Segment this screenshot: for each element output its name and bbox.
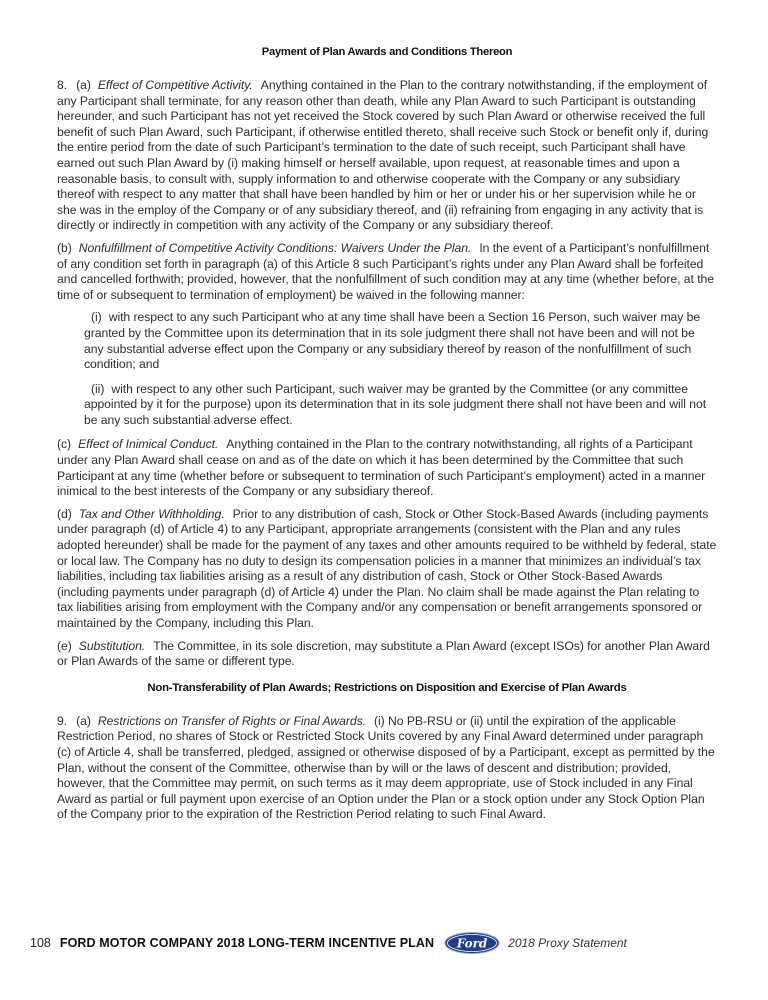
paragraph-label: (e): [57, 638, 72, 653]
paragraph-9a: [57, 714, 717, 823]
paragraph-8c: [57, 437, 717, 499]
paragraph-text: Anything contained in the Plan to the contrary notwithstanding, all rights of a Participant under any Plan Award shall cease on and as of the date on which it has been determined by the Committee that such Participant at any time (whether before or subsequent to termination of such Participant’s employment) acted in a manner inimical to the best interests of the Company or any subsidiary thereof.: [57, 437, 706, 499]
paragraph-8a: [57, 78, 717, 234]
paragraph-title: Effect of Competitive Activity.: [97, 78, 253, 92]
subparagraph-8b-i: [57, 310, 717, 372]
paragraph-8d: [57, 507, 717, 632]
paragraph-title: Tax and Other Withholding.: [78, 506, 225, 521]
subparagraph-text: with respect to any such Participant who at any time shall have been a Section 16 Person, such waiver may be granted by the Committee upon its determination that in its sole judgment there shall not have been and will not be any substantial adverse effect upon the Company or any subsidiary thereof by reason of the nonfulfillment of such condition; and: [84, 310, 701, 372]
section-heading-non-transferability: Non-Transferability of Plan Awards; Restrictions on Disposition and Exercise of Plan Awards: [147, 681, 627, 694]
section-heading-payment: Payment of Plan Awards and Conditions Thereon: [261, 46, 513, 58]
ford-oval-logo-icon: [444, 932, 500, 954]
paragraph-text: In the event of a Participant’s nonfulfillment of any condition set forth in paragraph (a) of this Article 8 such Participant’s rights under any Plan Award shall be forfeited and cancelled forthwith; provided, however, that the nonfulfillment of such condition may at any time (whether before, at the time of or subsequent to termination of employment) be waived in the following manner:: [57, 240, 714, 302]
article-number: 8.: [57, 78, 68, 92]
subparagraph-8b-ii: [57, 382, 717, 429]
svg-text:Ford: Ford: [456, 936, 488, 951]
page-number: 108: [30, 936, 51, 950]
article-number: 9.: [57, 713, 68, 728]
paragraph-title: Substitution.: [78, 638, 146, 653]
paragraph-label: (a): [76, 78, 91, 92]
paragraph-title: Effect of Inimical Conduct.: [78, 437, 219, 452]
subparagraph-label: (ii): [91, 381, 105, 396]
paragraph-title: Nonfulfillment of Competitive Activity Conditions: Waivers Under the Plan.: [78, 240, 472, 255]
page-footer: [30, 933, 627, 953]
paragraph-8b: [57, 241, 717, 303]
paragraph-text: The Committee, in its sole discretion, may substitute a Plan Award (except ISOs) for another Plan Award or Plan Awards of the same or different type.: [57, 638, 710, 669]
paragraph-8e: [57, 639, 717, 670]
paragraph-label: (a): [76, 713, 91, 728]
document-title: FORD MOTOR COMPANY 2018 LONG-TERM INCENTIVE PLAN: [59, 936, 435, 950]
paragraph-text: (i) No PB-RSU or (ii) until the expiration of the applicable Restriction Period, no shares of Stock or Restricted Stock Units covered by any Final Award determined under paragraph (c) of Article 4, shall be transferred, pledged, assigned or otherwise disposed of by a Participant, except as permitted by the Plan, without the consent of the Committee, otherwise than by will or the laws of descent and distribution; provided, however, that the Committee may permit, on such terms as it may deem appropriate, use of Stock included in any Final Award as partial or full payment upon exercise of an Option under the Plan or a stock option under any Stock Option Plan of the Company prior to the expiration of the Restriction Period relating to such Final Award.: [57, 713, 715, 822]
paragraph-title: Restrictions on Transfer of Rights or Final Awards.: [97, 713, 366, 728]
paragraph-text: Prior to any distribution of cash, Stock or Other Stock-Based Awards (including payments under paragraph (d) of Article 4) to any Participant, appropriate arrangements (consistent with the Plan and any rules adopted hereunder) shall be made for the payment of any taxes and other amounts required to be withheld by federal, state or local law. The Company has no duty to design its compensation policies in a manner that minimizes an individual’s tax liabilities, including tax liabilities arising as a result of any distribution of cash, Stock or Other Stock-Based Awards (including payments under paragraph (d) of Article 4) under the Plan. No claim shall be made against the Plan relating to tax liabilities arising from employment with the Company and/or any compensation or benefit arrangements sponsored or maintained by the Company, including this Plan.: [57, 506, 717, 630]
paragraph-label: (b): [57, 240, 72, 255]
document-page: [57, 46, 717, 830]
subparagraph-text: with respect to any other such Participant, such waiver may be granted by the Committee (or any committee appointed by it for the purpose) upon its determination that in its sole judgment there shall not have been and will not be any such substantial adverse effect.: [84, 381, 707, 427]
subparagraph-label: (i): [91, 310, 102, 325]
publication-title: 2018 Proxy Statement: [508, 936, 627, 950]
paragraph-label: (c): [57, 437, 72, 452]
paragraph-text: Anything contained in the Plan to the contrary notwithstanding, if the employment of any Participant shall terminate, for any reason other than death, while any Plan Award to such Participant is outstanding hereunder, and such Participant has not yet received the Stock covered by such Plan Award or otherwise received the full benefit of such Plan Award, such Participant, if otherwise entitled thereto, shall receive such Stock or benefit only if, during the entire period from the date of such Participant’s termination to the date of such receipt, such Participant shall have earned out such Plan Award by (i) making himself or herself available, upon request, at reasonable times and upon a reasonable basis, to consult with, supply information to and otherwise cooperate with the Company or any subsidiary thereof with respect to any matter that shall have been handled by him or her or under his or her supervision while he or she was in the employ of the Company or of any subsidiary thereof, and (ii) refraining from engaging in any activity that is directly or indirectly in competition with any activity of the Company or any subsidiary thereof.: [57, 78, 709, 233]
paragraph-label: (d): [57, 506, 72, 521]
